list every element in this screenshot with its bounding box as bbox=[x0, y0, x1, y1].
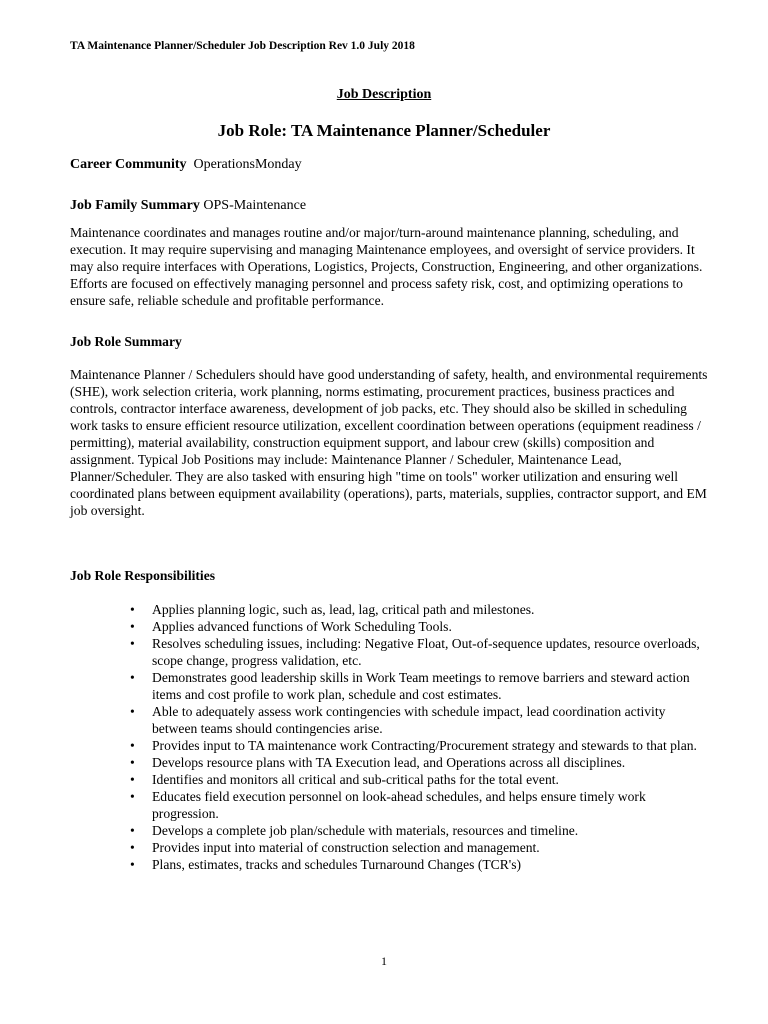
job-role-title: Job Role: TA Maintenance Planner/Scheduler bbox=[217, 121, 551, 140]
job-role-summary-text: Maintenance Planner / Schedulers should have good understanding of safety, health, and environmental requirements (SHE), work selection criteria, work planning, norms estimating, procurement practices, business practices and controls, contractor interface awareness, development of job packs, etc. They should also be skilled in scheduling work tasks to ensure efficient resource utilization, excellent coordination between operations (equipment readiness / permitting), material availability, construction equipment support, and labour crew (skills) composition and assignment. Typical Job Positions may include: Maintenance Planner / Scheduler, Maintenance Lead, Planner/Scheduler. They are also tasked with ensuring high "time on tools" worker utilization and ensuring well coordinated plans between equipment availability (operations), parts, materials, supplies, contractor support, and EM job oversight. bbox=[70, 367, 708, 518]
bullet-icon: • bbox=[130, 602, 135, 617]
bullet-icon: • bbox=[130, 619, 135, 634]
list-item bbox=[70, 737, 710, 754]
running-header: TA Maintenance Planner/Scheduler Job Description Rev 1.0 July 2018 bbox=[70, 40, 415, 52]
bullet-icon: • bbox=[130, 772, 135, 787]
list-item-text: Demonstrates good leadership skills in Work Team meetings to remove barriers and steward action items and cost profile to work plan, schedule and cost estimates. bbox=[152, 670, 690, 702]
job-role-summary-heading: Job Role Summary bbox=[70, 334, 182, 349]
list-item-text: Identifies and monitors all critical and sub-critical paths for the total event. bbox=[152, 772, 559, 787]
job-role-responsibilities-heading: Job Role Responsibilities bbox=[70, 568, 216, 583]
list-item bbox=[70, 703, 710, 737]
job-family-line bbox=[70, 198, 306, 214]
list-item-text: Applies planning logic, such as, lead, lag, critical path and milestones. bbox=[152, 602, 535, 617]
job-family-value: OPS-Maintenance bbox=[203, 198, 307, 213]
list-item bbox=[70, 635, 710, 669]
list-item-text: Develops resource plans with TA Execution lead, and Operations across all disciplines. bbox=[152, 755, 626, 770]
career-community-label: Career Community bbox=[70, 157, 187, 172]
list-item-text: Applies advanced functions of Work Scheduling Tools. bbox=[152, 619, 452, 634]
list-item bbox=[70, 754, 710, 771]
list-item-text: Resolves scheduling issues, including: Negative Float, Out-of-sequence updates, resource overloads, scope change, progress validation, etc. bbox=[152, 636, 700, 668]
list-item bbox=[70, 788, 710, 822]
list-item-text: Provides input to TA maintenance work Contracting/Procurement strategy and stewards to that plan. bbox=[152, 738, 697, 753]
list-item-text: Plans, estimates, tracks and schedules Turnaround Changes (TCR's) bbox=[152, 857, 522, 872]
bullet-icon: • bbox=[130, 704, 135, 719]
list-item bbox=[70, 856, 710, 873]
page-number: 1 bbox=[381, 954, 387, 968]
list-item bbox=[70, 669, 710, 703]
list-item bbox=[70, 618, 710, 635]
job-family-description: Maintenance coordinates and manages routine and/or major/turn-around maintenance planning, scheduling, and execution. It may require supervising and managing Maintenance employees, and oversight of service providers. It may also require interfaces with Operations, Logistics, Projects, Construction, Engineering, and other organizations. Efforts are focused on effectively managing personnel and process safety risk, cost, and optimizing operations to ensure safe, reliable schedule and profitable performance. bbox=[70, 225, 703, 308]
list-item-text: Develops a complete job plan/schedule with materials, resources and timeline. bbox=[152, 823, 579, 838]
bullet-icon: • bbox=[130, 755, 135, 770]
list-item bbox=[70, 839, 710, 856]
bullet-icon: • bbox=[130, 823, 135, 838]
document-title: Job Description bbox=[336, 87, 432, 102]
list-item bbox=[70, 822, 710, 839]
list-item bbox=[70, 771, 710, 788]
list-item-text: Educates field execution personnel on look-ahead schedules, and helps ensure timely work progression. bbox=[152, 789, 646, 821]
bullet-icon: • bbox=[130, 636, 135, 651]
bullet-icon: • bbox=[130, 840, 135, 855]
career-community-line bbox=[70, 157, 302, 173]
bullet-icon: • bbox=[130, 789, 135, 804]
bullet-icon: • bbox=[130, 738, 135, 753]
list-item-text: Provides input into material of construction selection and management. bbox=[152, 840, 540, 855]
career-community-value: OperationsMonday bbox=[193, 157, 302, 172]
list-item bbox=[70, 601, 710, 618]
list-item-text: Able to adequately assess work contingencies with schedule impact, lead coordination activity between teams should contingencies arise. bbox=[152, 704, 666, 736]
responsibilities-list bbox=[70, 601, 710, 873]
job-family-label: Job Family Summary bbox=[70, 198, 200, 213]
bullet-icon: • bbox=[130, 670, 135, 685]
bullet-icon: • bbox=[130, 857, 135, 872]
